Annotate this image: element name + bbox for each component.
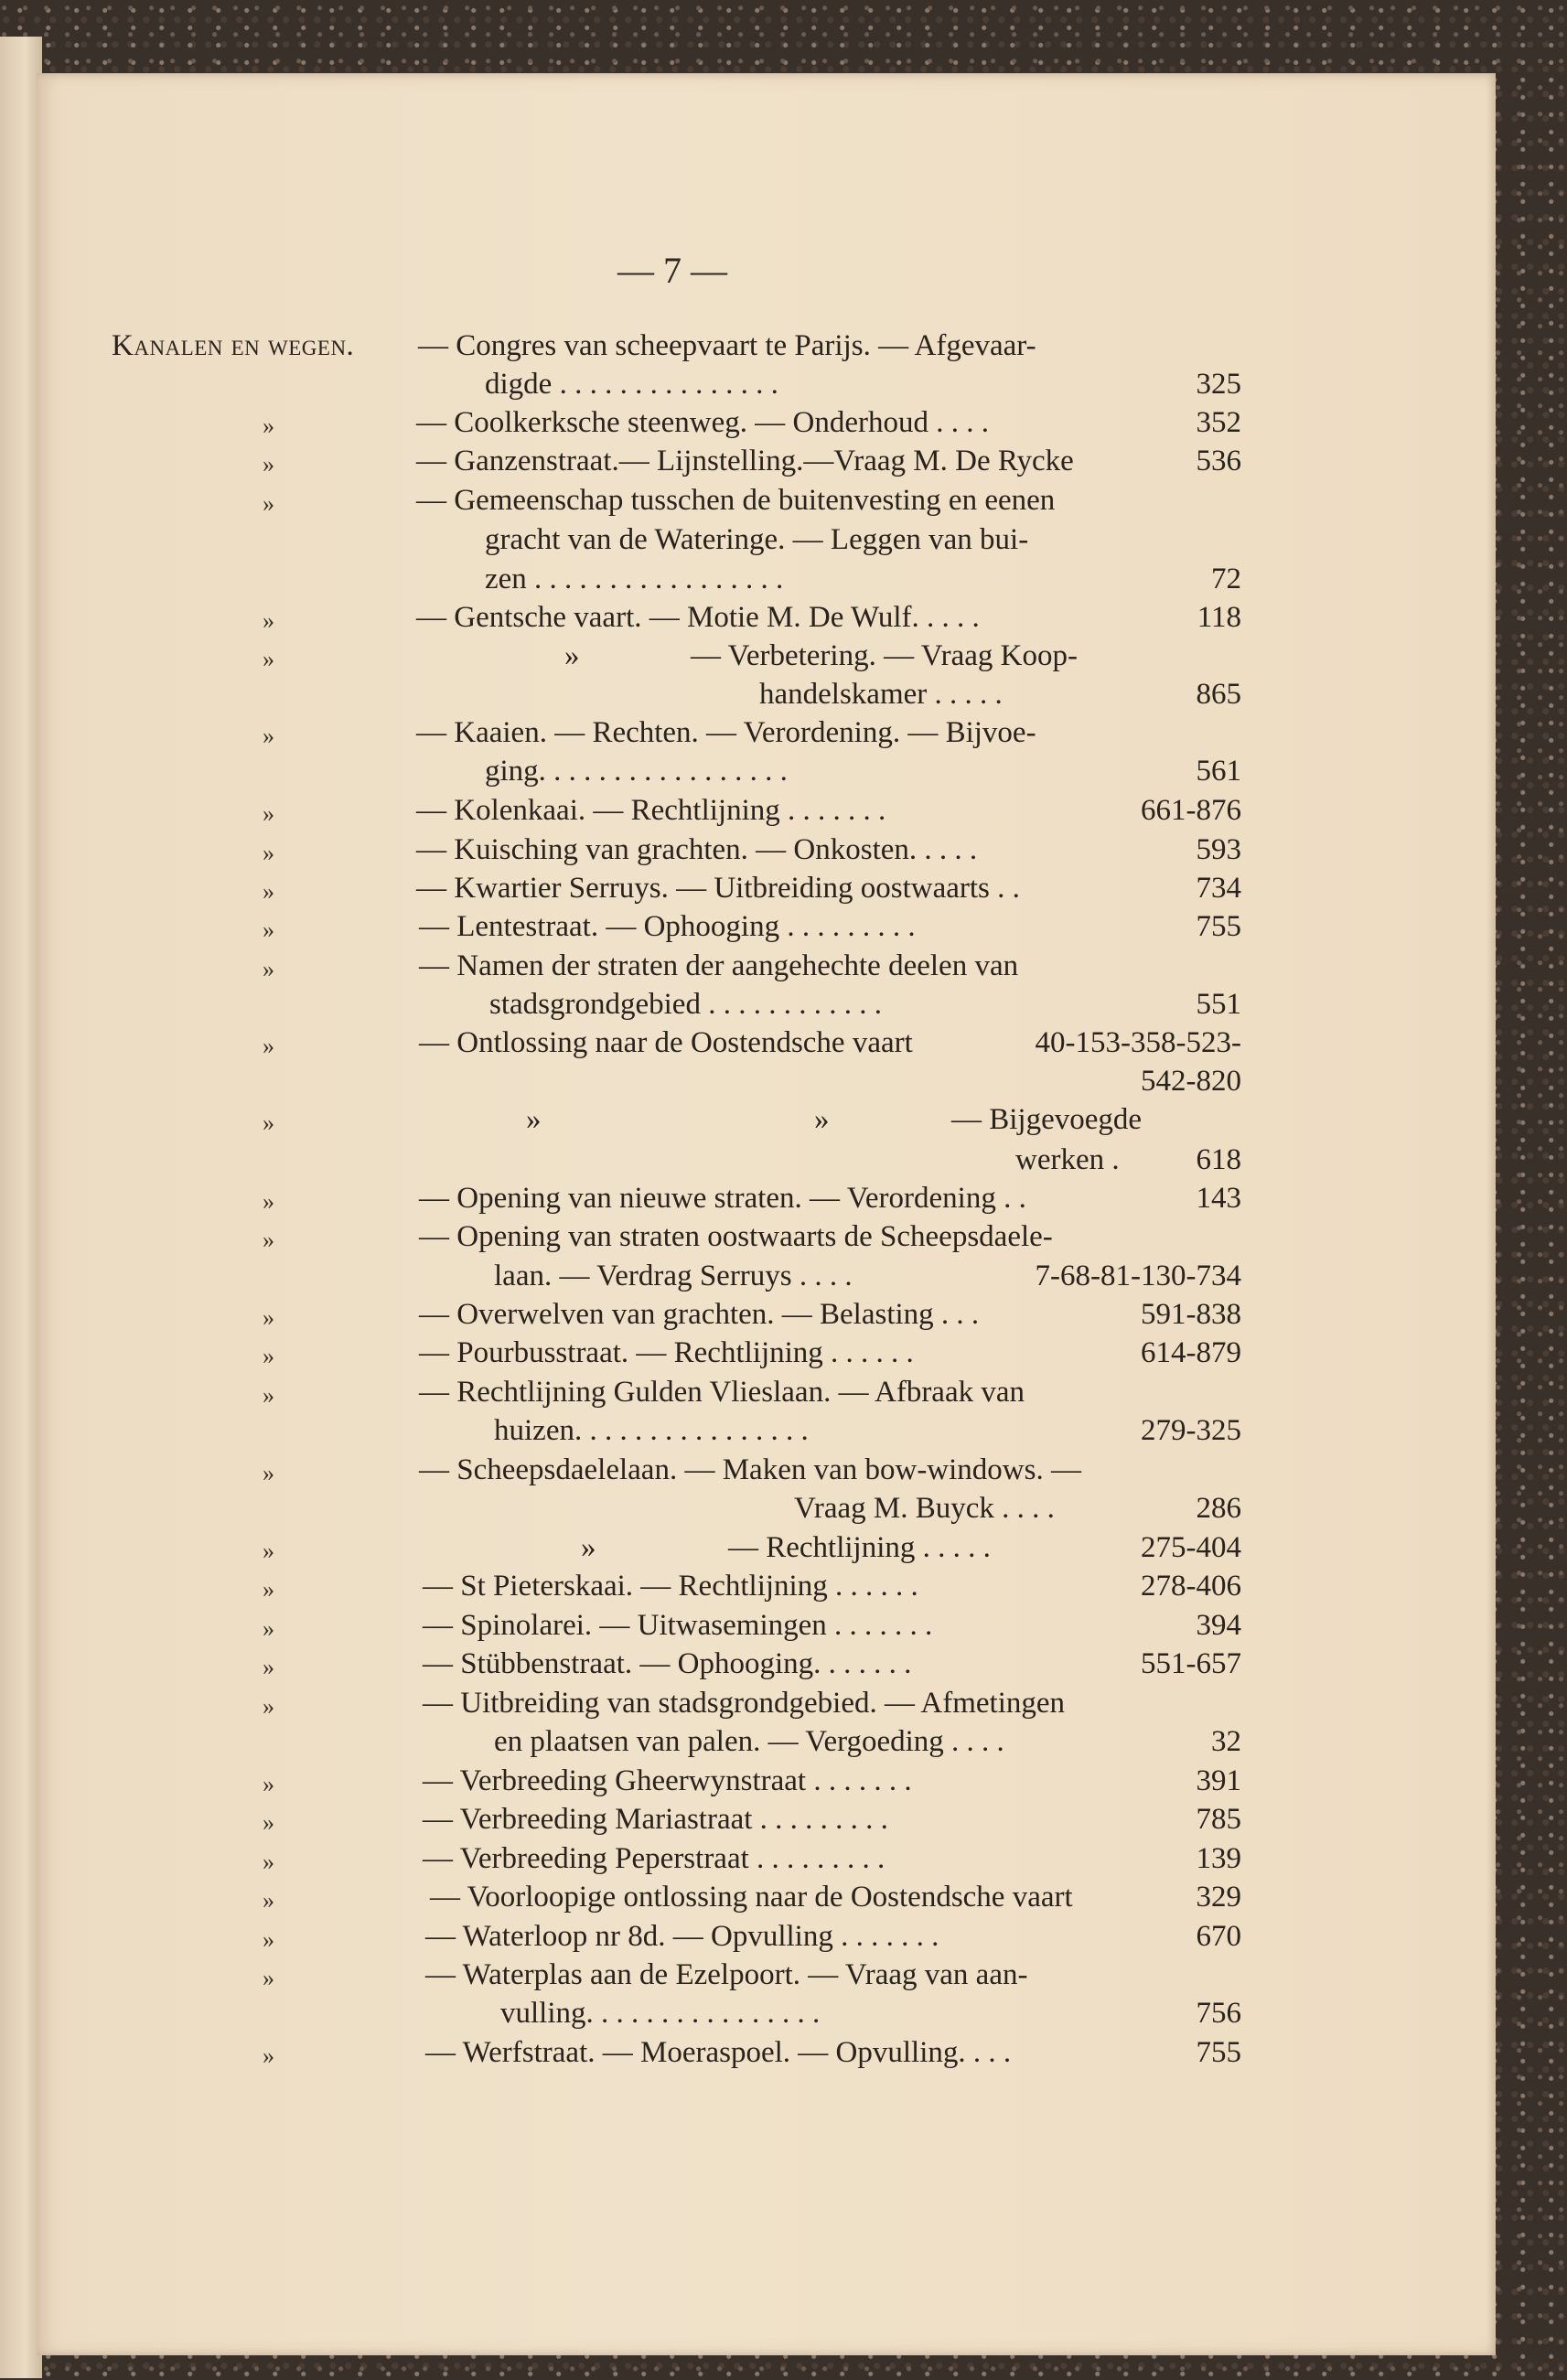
entry-page-ref: 536 [1196,445,1241,477]
ditto-mark: » [263,1965,274,1991]
entry-page-ref: 279-325 [1141,1414,1241,1447]
entry-text-line: — Ontlossing naar de Oostendsche vaart [419,1026,913,1059]
entry-page-ref: 352 [1196,406,1241,439]
ditto-mark: » [263,1538,274,1564]
ditto-mark: » [263,607,274,634]
entry-text-line: » [581,1531,596,1564]
entry-text-line: — Coolkerksche steenweg. — Onderhoud . . . . [416,406,989,439]
ditto-mark: » [263,917,274,943]
entry-page-ref: 593 [1196,833,1241,866]
entry-text-line: — Verbreeding Peperstraat . . . . . . . . . [423,1842,885,1875]
entry-text-line: en plaatsen van palen. — Vergoeding . . . . [494,1725,1004,1758]
entry-text-line: zen . . . . . . . . . . . . . . . . . [485,563,784,595]
entry-page-ref: 756 [1196,1997,1241,2030]
ditto-mark: » [263,840,274,866]
entry-text-line: — Spinolarei. — Uitwasemingen . . . . . . . [423,1609,933,1642]
entry-text-line: huizen. . . . . . . . . . . . . . . . [494,1414,809,1447]
entry-text-line: — Kaaien. — Rechten. — Verordening. — Bijvoe- [416,716,1036,749]
page-number: — 7 — [617,250,727,291]
ditto-mark: » [263,646,274,672]
entry-text-line: — Overwelven van grachten. — Belasting . . . [419,1298,980,1331]
entry-page-ref: 275-404 [1141,1531,1241,1564]
entry-text-line: » [564,639,580,672]
entry-text-line: — Verbetering. — Vraag Koop- [691,639,1078,672]
entry-text-line: — Uitbreiding van stadsgrondgebied. — Afmetingen [423,1687,1066,1720]
ditto-mark: » [263,490,274,517]
ditto-mark: » [263,1849,274,1875]
entry-page-ref: 278-406 [1141,1570,1241,1603]
entry-page-ref: 785 [1196,1803,1241,1836]
entry-text-line: — Bijgevoegde [951,1103,1143,1136]
entry-text-line: — Kolenkaai. — Rechtlijning . . . . . . . [416,794,886,827]
entry-text-line: vulling. . . . . . . . . . . . . . . . [500,1997,821,2030]
entry-text-line: — Rechtlijning Gulden Vlieslaan. — Afbraak van [419,1376,1025,1409]
entry-text-line: — Namen der straten der aangehechte deelen van [419,949,1019,982]
entry-text-line: ging. . . . . . . . . . . . . . . . . [485,755,788,788]
entry-page-ref: 661-876 [1141,794,1241,827]
ditto-mark: » [263,1033,274,1059]
ditto-mark: » [263,723,274,749]
entry-text-line: — Lentestraat. — Ophooging . . . . . . . . . [419,910,916,943]
entry-text-line: — Voorloopige ontlossing naar de Oostendsche vaart [430,1881,1073,1914]
entry-text-line: — Kwartier Serruys. — Uitbreiding oostwaarts . . [416,872,1020,905]
entry-text-line: — Gentsche vaart. — Motie M. De Wulf. . . . . [416,601,980,634]
entry-page-ref: 561 [1196,755,1241,788]
entry-text-line: — Verbreeding Gheerwynstraat . . . . . . . [423,1764,912,1797]
ditto-mark: » [263,800,274,827]
entry-text-line: — Scheepsdaelelaan. — Maken van bow-windows. — [419,1453,1081,1486]
entry-page-ref: 7-68-81-130-734 [1035,1260,1241,1292]
ditto-mark: » [263,1460,274,1486]
entry-text-line: » [814,1103,830,1136]
ditto-mark: » [263,413,274,439]
ditto-mark: » [263,1887,274,1914]
entry-text-line: — Verbreeding Mariastraat . . . . . . . . . [423,1803,888,1836]
entry-text-line: werken . [1015,1143,1120,1176]
entry-page-ref: 865 [1196,678,1241,711]
entry-page-ref: 551 [1196,988,1241,1021]
ditto-mark: » [263,1654,274,1680]
entry-text-line: » [526,1103,542,1136]
ditto-mark: » [263,1382,274,1409]
ditto-mark: » [263,1615,274,1642]
ditto-mark: » [263,1304,274,1331]
ditto-mark: » [263,1771,274,1797]
entry-page-ref: 325 [1196,368,1241,401]
section-heading: Kanalen en wegen. [112,329,355,362]
entry-text-line: stadsgrondgebied . . . . . . . . . . . . [489,988,882,1021]
entry-text-line: Vraag M. Buyck . . . . [794,1492,1055,1525]
entry-page-ref: 139 [1196,1842,1241,1875]
entry-text-line: — Congres van scheepvaart te Parijs. — Afgevaar- [418,329,1036,362]
ditto-mark: » [263,1343,274,1369]
ditto-mark: » [263,451,274,477]
entry-text-line: — Kuisching van grachten. — Onkosten. . . . . [416,833,978,866]
ditto-mark: » [263,1110,274,1136]
entry-page-ref-continued: 542-820 [1141,1065,1241,1098]
entry-text-line: — St Pieterskaai. — Rechtlijning . . . . . . [423,1570,918,1603]
ditto-mark: » [263,1693,274,1720]
ditto-mark: » [263,1926,274,1953]
entry-text-line: — Gemeenschap tusschen de buitenvesting en eenen [416,484,1056,517]
entry-page-ref: 40-153-358-523- [1035,1026,1241,1059]
ditto-mark: » [263,2042,274,2069]
entry-text-line: — Opening van straten oostwaarts de Scheepsdaele- [419,1220,1053,1253]
entry-page-ref: 734 [1196,872,1241,905]
entry-page-ref: 394 [1196,1609,1241,1642]
ditto-mark: » [263,1809,274,1836]
entry-page-ref: 32 [1211,1725,1241,1758]
entry-page-ref: 391 [1196,1764,1241,1797]
entry-page-ref: 755 [1196,910,1241,943]
entry-text-line: handelskamer . . . . . [759,678,1003,711]
entry-page-ref: 329 [1196,1881,1241,1914]
entry-page-ref: 755 [1196,2036,1241,2069]
entry-text-line: — Stübbenstraat. — Ophooging. . . . . . . [423,1647,912,1680]
ditto-mark: » [263,956,274,982]
entry-page-ref: 551-657 [1141,1647,1241,1680]
entry-text-line: — Pourbusstraat. — Rechtlijning . . . . . . [419,1336,914,1369]
entry-page-ref: 72 [1211,563,1241,595]
entry-text-line: — Rechtlijning . . . . . [728,1531,991,1564]
entry-page-ref: 670 [1196,1920,1241,1953]
ditto-mark: » [263,1188,274,1215]
entry-text-line: gracht van de Wateringe. — Leggen van bui- [485,523,1029,556]
entry-page-ref: 286 [1196,1492,1241,1525]
entry-text-line: — Waterplas aan de Ezelpoort. — Vraag van aan- [425,1958,1028,1991]
entry-page-ref: 618 [1196,1143,1241,1176]
ditto-mark: » [263,1576,274,1603]
entry-text-line: — Werfstraat. — Moeraspoel. — Opvulling. . . . [425,2036,1012,2069]
entry-page-ref: 118 [1197,601,1241,634]
entry-text-line: — Waterloop nr 8d. — Opvulling . . . . . . . [425,1920,939,1953]
ditto-mark: » [263,878,274,905]
entry-page-ref: 143 [1196,1182,1241,1215]
entry-page-ref: 591-838 [1141,1298,1241,1331]
entry-text-line: laan. — Verdrag Serruys . . . . [494,1260,853,1292]
entry-text-line: — Opening van nieuwe straten. — Verordening . . [419,1182,1026,1215]
ditto-mark: » [263,1227,274,1253]
entry-text-line: digde . . . . . . . . . . . . . . . [485,368,778,401]
entry-text-line: — Ganzenstraat.— Lijnstelling.—Vraag M. De Rycke [416,445,1074,477]
entry-page-ref: 614-879 [1141,1336,1241,1369]
